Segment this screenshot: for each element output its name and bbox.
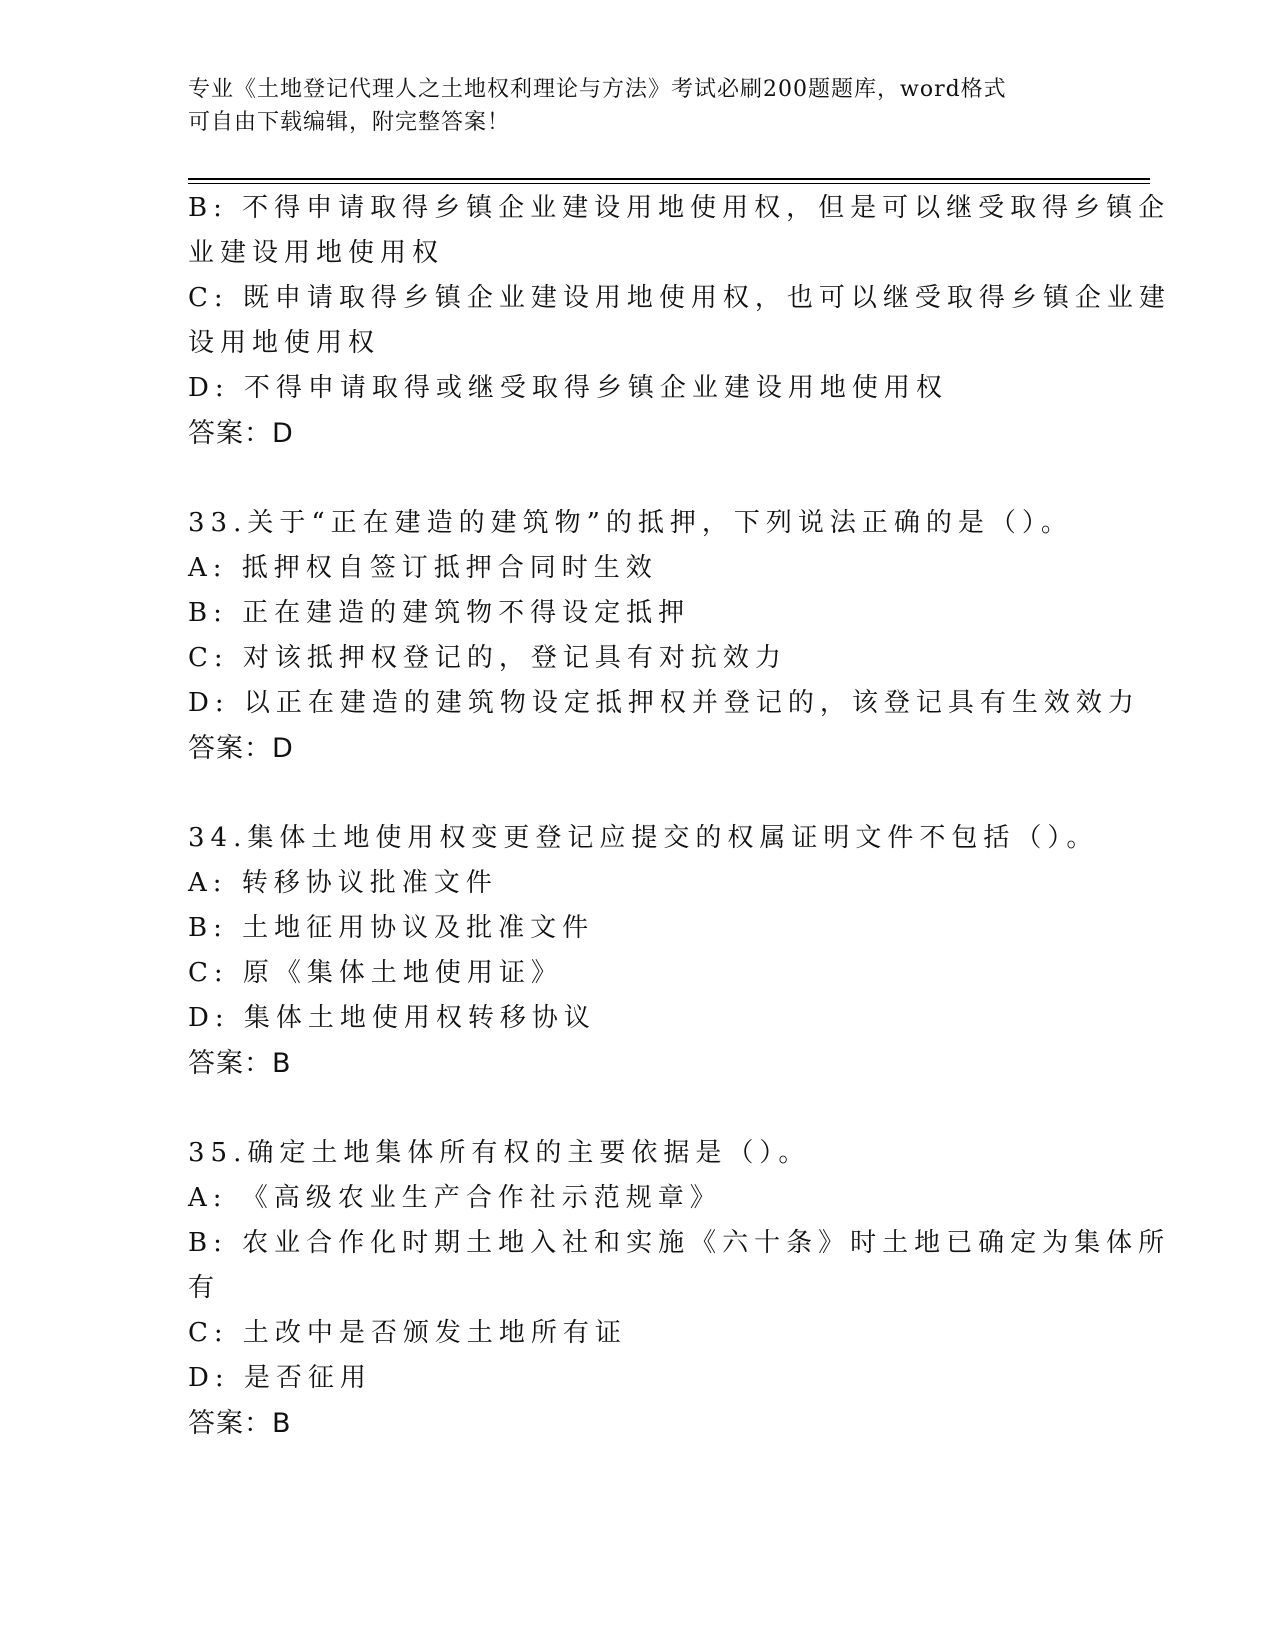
answer: 答案：B — [188, 1408, 292, 1439]
option-d: D: 是否征用 — [188, 1363, 372, 1393]
option-c: C: 原《集体土地使用证》 — [188, 958, 563, 988]
page-header — [188, 73, 1088, 139]
question-stem: 34.集体土地使用权变更登记应提交的权属证明文件不包括（）。 — [188, 823, 1099, 853]
answer: 答案：D — [188, 418, 294, 449]
option-c: C: 对该抵押权登记的，登记具有对抗效力 — [188, 643, 787, 673]
spacer — [188, 456, 1088, 501]
option-b: B: 不得申请取得乡镇企业建设用地使用权，但是可以继受取得乡镇企 — [188, 193, 1171, 223]
question-list — [188, 186, 1171, 1446]
option-d: D: 以正在建造的建筑物设定抵押权并登记的，该登记具有生效效力 — [188, 688, 1140, 718]
option-c: C: 既申请取得乡镇企业建设用地使用权，也可以继受取得乡镇企业建 — [188, 283, 1171, 313]
question-33 — [188, 501, 1140, 771]
question-35 — [188, 1131, 1171, 1446]
option-a: A: 《高级农业生产合作社示范规章》 — [188, 1183, 722, 1213]
option-c: C: 土改中是否颁发土地所有证 — [188, 1318, 627, 1348]
option-d: D: 集体土地使用权转移协议 — [188, 1003, 596, 1033]
spacer — [188, 1086, 1088, 1131]
question-stem: 35.确定土地集体所有权的主要依据是（）。 — [188, 1138, 811, 1168]
option-b: B: 土地征用协议及批准文件 — [188, 913, 595, 943]
option-a: A: 转移协议批准文件 — [188, 868, 498, 898]
spacer — [188, 771, 1088, 816]
answer: 答案：B — [188, 1048, 292, 1079]
header-line-1: 专业《土地登记代理人之土地权利理论与方法》考试必刷200题题库，word格式 — [188, 77, 1007, 102]
option-c-continued: 设用地使用权 — [188, 328, 381, 358]
header-line-2: 可自由下载编辑，附完整答案！ — [188, 110, 511, 135]
header-rule-thin — [188, 183, 1150, 184]
option-b: B: 农业合作化时期土地入社和实施《六十条》时土地已确定为集体所 — [188, 1228, 1171, 1258]
option-b-continued: 业建设用地使用权 — [188, 238, 445, 268]
question-32-continued — [188, 186, 1171, 456]
option-b: B: 正在建造的建筑物不得设定抵押 — [188, 598, 691, 628]
question-stem: 33.关于“正在建造的建筑物”的抵押，下列说法正确的是（）。 — [188, 508, 1073, 538]
question-34 — [188, 816, 1099, 1086]
option-b-continued: 有 — [188, 1273, 221, 1303]
header-rule-thick — [188, 178, 1150, 180]
option-d: D: 不得申请取得或继受取得乡镇企业建设用地使用权 — [188, 373, 948, 403]
option-a: A: 抵押权自签订抵押合同时生效 — [188, 553, 658, 583]
answer: 答案：D — [188, 733, 294, 764]
